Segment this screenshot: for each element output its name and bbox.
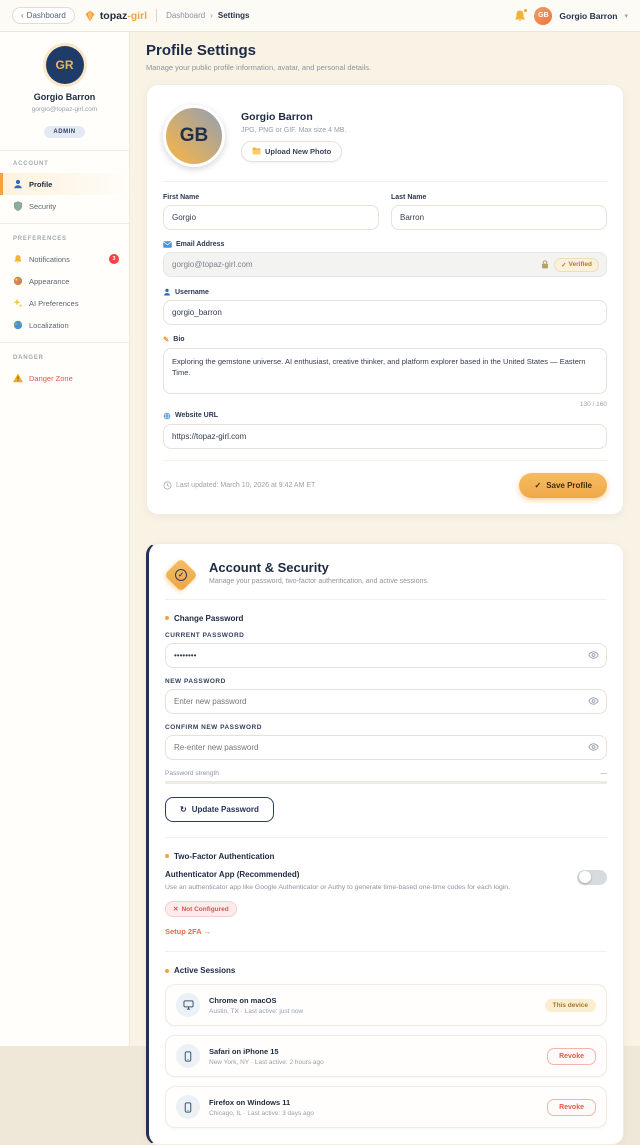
breadcrumb-root[interactable]: Dashboard (166, 11, 205, 20)
sidebar-item-appearance[interactable] (0, 270, 129, 292)
logo-text-primary: topaz (100, 10, 127, 22)
sidebar-item-danger-zone[interactable] (0, 367, 129, 389)
verified-badge-label: Verified (569, 261, 592, 268)
breadcrumb (166, 11, 249, 20)
sidebar-item-label: Notifications (29, 255, 103, 264)
last-updated-text: Last updated: March 10, 2026 at 9:42 AM ET (176, 482, 315, 489)
this-device-badge: This device (545, 999, 596, 1012)
lock-icon (541, 260, 549, 269)
session-title: Chrome on macOS (209, 996, 536, 1005)
sidebar-section-danger (0, 345, 129, 391)
sidebar-avatar: GR (46, 46, 84, 84)
email-label: Email Address (176, 241, 224, 248)
sidebar-profile-summary (0, 46, 129, 151)
session-title: Safari on iPhone 15 (209, 1047, 538, 1056)
password-strength-bar (165, 781, 607, 784)
password-strength-row (165, 770, 607, 777)
avatar-section (163, 101, 607, 182)
toggle-password-visibility-button[interactable] (588, 743, 599, 751)
profile-name: Gorgio Barron (241, 111, 346, 123)
session-meta: New York, NY · Last active: 2 hours ago (209, 1059, 538, 1066)
bio-textarea[interactable] (163, 348, 607, 394)
sidebar-item-label: Appearance (29, 277, 119, 286)
phone-icon (176, 1044, 200, 1068)
security-card (146, 543, 624, 1145)
change-password-heading: Change Password (165, 614, 607, 623)
check-icon: ✓ (561, 261, 566, 269)
new-password-input[interactable] (165, 689, 607, 714)
current-password-input[interactable] (165, 643, 607, 668)
sidebar-section-preferences (0, 226, 129, 345)
sidebar-item-profile[interactable] (0, 173, 129, 195)
sparkles-icon (13, 298, 23, 308)
verified-badge (554, 258, 599, 272)
authenticator-app-description: Use an authenticator app like Google Authenticator or Authy to generate time-based one-time codes for each login. (165, 883, 510, 893)
user-icon (13, 179, 23, 189)
update-password-button[interactable] (165, 797, 274, 822)
upload-photo-label: Upload New Photo (265, 147, 331, 156)
sidebar-user-name: Gorgio Barron (0, 92, 129, 102)
divider (156, 9, 157, 22)
toggle-password-visibility-button[interactable] (588, 651, 599, 659)
sidebar-user-email: gorgio@topaz-girl.com (0, 106, 129, 113)
bullet-dot-icon (165, 616, 169, 620)
sidebar-item-label: Danger Zone (29, 374, 119, 383)
check-icon: ✓ (534, 481, 541, 490)
sidebar-heading-preferences: PREFERENCES (0, 236, 129, 242)
mail-icon (163, 241, 172, 248)
top-bar (0, 0, 640, 32)
confirm-password-input[interactable] (165, 735, 607, 760)
website-url-label: Website URL (175, 412, 218, 419)
folder-icon (252, 147, 261, 155)
back-to-dashboard-button[interactable] (12, 7, 75, 24)
two-factor-heading: Two-Factor Authentication (165, 852, 607, 861)
toggle-knob (579, 871, 591, 883)
breadcrumb-current: Settings (218, 11, 250, 20)
first-name-input[interactable] (163, 205, 379, 230)
desktop-icon (176, 993, 200, 1017)
globe-icon (13, 320, 23, 330)
bell-icon (13, 254, 23, 264)
globe-icon (163, 412, 171, 420)
session-meta: Austin, TX · Last active: just now (209, 1008, 536, 1015)
authenticator-app-title: Authenticator App (Recommended) (165, 870, 510, 879)
active-sessions-heading: Active Sessions (165, 966, 607, 975)
two-factor-toggle[interactable] (577, 870, 607, 885)
username-input[interactable] (163, 300, 607, 325)
breadcrumb-separator: › (210, 11, 213, 20)
divider (165, 837, 607, 838)
bullet-dot-icon (165, 969, 169, 973)
sidebar (0, 32, 130, 1046)
user-icon (163, 288, 171, 296)
password-strength-value: — (601, 770, 608, 777)
upload-photo-button[interactable] (241, 141, 342, 162)
security-card-header (165, 560, 607, 600)
revoke-session-button[interactable]: Revoke (547, 1048, 596, 1065)
eye-icon (588, 651, 599, 659)
phone-icon (176, 1095, 200, 1119)
chevron-left-icon: ‹ (21, 11, 24, 20)
sidebar-item-label: Profile (29, 180, 119, 189)
new-password-label: NEW PASSWORD (165, 678, 607, 685)
bio-label: Bio (173, 336, 184, 343)
security-card-title: Account & Security (209, 560, 429, 575)
session-row-firefox-windows (165, 1086, 607, 1128)
app-logo[interactable] (84, 10, 147, 22)
profile-card (146, 84, 624, 515)
profile-card-footer (163, 460, 607, 498)
avatar-upload-hint: JPG, PNG or GIF. Max size 4 MB. (241, 127, 346, 134)
divider (165, 951, 607, 952)
session-meta: Chicago, IL · Last active: 3 days ago (209, 1110, 538, 1117)
sidebar-item-label: Security (29, 202, 119, 211)
refresh-icon: ↻ (180, 805, 187, 814)
sidebar-heading-account: ACCOUNT (0, 161, 129, 167)
notifications-count-badge: 3 (109, 254, 119, 264)
page-title: Profile Settings (146, 42, 624, 59)
main-content (130, 32, 640, 1046)
revoke-session-button[interactable]: Revoke (547, 1099, 596, 1116)
username-label: Username (175, 289, 209, 296)
admin-role-badge: ADMIN (44, 126, 84, 138)
update-password-label: Update Password (192, 805, 259, 814)
last-name-input[interactable] (391, 205, 607, 230)
divider (0, 223, 129, 224)
sidebar-item-notifications[interactable] (0, 248, 129, 270)
toggle-password-visibility-button[interactable] (588, 697, 599, 705)
bio-character-counter: 130 / 160 (163, 401, 607, 408)
x-icon: ✕ (173, 905, 178, 913)
current-password-label: CURRENT PASSWORD (165, 632, 607, 639)
security-card-subtitle: Manage your password, two-factor authentication, and active sessions. (209, 578, 429, 585)
back-button-label: Dashboard (27, 11, 66, 20)
first-name-label: First Name (163, 194, 379, 201)
not-configured-badge (165, 901, 237, 917)
save-profile-label: Save Profile (546, 481, 592, 490)
clock-icon (163, 481, 172, 490)
confirm-password-label: CONFIRM NEW PASSWORD (165, 724, 607, 731)
last-name-label: Last Name (391, 194, 607, 201)
page-subtitle: Manage your public profile information, avatar, and personal details. (146, 63, 624, 72)
sidebar-item-localization[interactable] (0, 314, 129, 336)
sidebar-item-label: Localization (29, 321, 119, 330)
not-configured-label: Not Configured (181, 906, 228, 913)
header-avatar[interactable]: GB (534, 7, 552, 25)
session-title: Firefox on Windows 11 (209, 1098, 538, 1107)
eye-icon (588, 743, 599, 751)
save-profile-button[interactable] (519, 473, 607, 498)
shield-check-icon: ✓ (164, 558, 198, 592)
divider (0, 342, 129, 343)
sidebar-item-ai-preferences[interactable] (0, 292, 129, 314)
sidebar-item-label: AI Preferences (29, 299, 119, 308)
sidebar-item-security[interactable] (0, 195, 129, 217)
password-strength-label: Password strength (165, 770, 219, 777)
profile-avatar[interactable]: GB (163, 105, 225, 167)
website-url-input[interactable] (163, 424, 607, 449)
sidebar-section-account (0, 151, 129, 226)
setup-2fa-link[interactable]: Setup 2FA → (165, 927, 607, 936)
session-row-safari-iphone (165, 1035, 607, 1077)
palette-icon (13, 276, 23, 286)
sidebar-heading-danger: DANGER (0, 355, 129, 361)
logo-text-accent: -girl (127, 10, 147, 22)
pencil-icon: ✎ (163, 336, 169, 344)
notifications-bell-button[interactable] (513, 9, 527, 23)
header-user-name[interactable]: Gorgio Barron (559, 11, 617, 21)
profile-form (163, 182, 607, 449)
gem-icon (84, 10, 96, 22)
session-row-chrome-macos (165, 984, 607, 1026)
bell-alert-dot (523, 8, 528, 13)
chevron-down-icon[interactable]: ▾ (624, 12, 628, 20)
eye-icon (588, 697, 599, 705)
warning-icon (13, 373, 23, 383)
shield-icon (13, 201, 23, 211)
bullet-dot-icon (165, 854, 169, 858)
